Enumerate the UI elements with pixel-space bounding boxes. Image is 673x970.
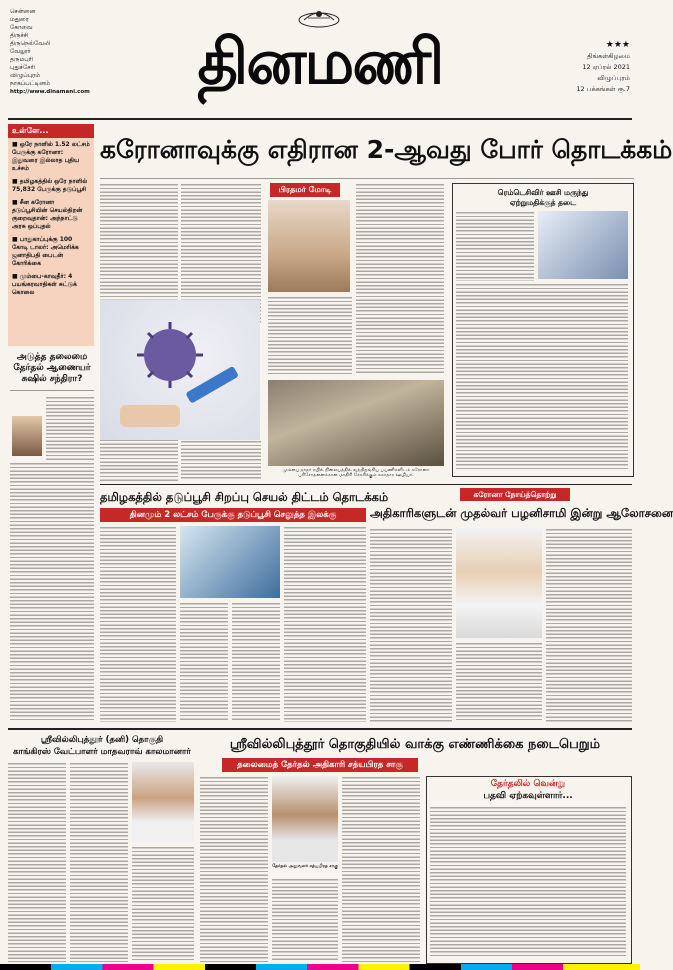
article-body	[284, 526, 366, 722]
website-url[interactable]: http://www.dinamani.com	[10, 89, 90, 95]
sahu-caption: தேர்தல் அலுவலர் சத்யபிரத சாகு	[272, 864, 338, 869]
inside-item-text: பாதுகாப்புக்கு 100 கோடி டாலர்: அமெரிக்க ஜனாதிபதி பைடன் கோரிக்கை	[12, 236, 79, 267]
side-headline-line1: தேர்தலில் வென்று	[490, 779, 566, 789]
teaser-body	[10, 462, 94, 722]
remdesivir-title-line1: ரெம்டெசிவிர் ஊசி மருந்து	[497, 188, 589, 197]
modi-tag: பிரதமர் மோடி	[270, 183, 340, 197]
inside-item[interactable]	[12, 236, 90, 268]
cm-headline[interactable]: அதிகாரிகளுடன் முதல்வர் பழனிசாமி இன்று ஆலோசனை	[370, 506, 673, 520]
bullet-icon: ■	[12, 141, 20, 148]
inside-box	[8, 124, 94, 346]
article-body	[70, 762, 128, 962]
article-body	[356, 183, 444, 373]
left-bottom-headline-line2: காங்கிரஸ் வேட்பாளர் மாதவராவ் காலமானார்	[13, 747, 191, 757]
article-body	[268, 296, 352, 376]
teaser-body	[46, 396, 94, 460]
newspaper-title: தினமணி	[197, 25, 443, 98]
city: சென்னை	[10, 8, 36, 15]
article-body	[456, 642, 542, 722]
article-body	[342, 776, 420, 962]
teaser-headline[interactable]: அடுத்த தலைமை தேர்தல் ஆணையர் சுஷில் சந்திரா?	[13, 352, 91, 384]
bullet-icon: ■	[12, 273, 20, 280]
modi-photo	[268, 200, 350, 292]
divider	[10, 390, 94, 391]
city: மதுரை	[10, 16, 29, 23]
article-body	[546, 528, 632, 722]
side-headline-line2: பதவி ஏற்கவுள்ளார்...	[483, 791, 573, 801]
article-body	[430, 806, 626, 958]
article-body	[456, 211, 534, 281]
city: தருமபுரி	[10, 56, 34, 63]
inside-item-text: தமிழகத்தில் ஒரே நாளில் 75,832 பேருக்கு தடுப்பூசி	[12, 178, 88, 193]
masthead-cities	[10, 8, 90, 95]
inside-item-text: ஒரே நாளில் 1.52 லட்சம் பேருக்கு கரோனா: இதுவரை இல்லாத புதிய உச்சம்	[12, 141, 90, 172]
cm-kicker: கரோனா நோய்த்தொற்று	[460, 488, 570, 501]
inside-item-text: சீன கரோனா தடுப்பூசியின் செயல்திறன் குறைவுதான்: அந்நாட்டு அரசு ஒப்புதல்	[12, 199, 83, 230]
left-bottom-headline-line1: ஸ்ரீவில்லிபுத்தூர் (தனி) தொகுதி	[40, 735, 164, 745]
byelection-headline[interactable]: ஸ்ரீவில்லிபுத்தூர் தொகுதியில் வாக்கு எண்ணிக்கை நடைபெறும்	[229, 737, 601, 752]
article-body	[272, 878, 338, 962]
article-body	[8, 762, 66, 962]
inside-item-text: மும்பை-காவுதீர்: 4 பயங்கரவாதிகள் சுட்டுக் கொலை	[12, 273, 77, 296]
photo-caption: மும்பை தாதர் ரயில் நிலையத்தில் வந்திறங்கிய பயணிகளிடம் கரோனா பரிசோதனைக்கான மாதிரி சேகரிக்கும் சுகாதார ஊழியர்.	[282, 468, 430, 479]
article-body	[200, 776, 268, 962]
city: நாகப்பட்டினம்	[10, 80, 50, 87]
inside-heading: உள்ளே...	[8, 124, 94, 138]
masthead-rule	[8, 118, 632, 120]
bullet-icon: ■	[12, 199, 20, 206]
vials-photo	[538, 211, 628, 279]
city: திருநெல்வேலி	[10, 40, 51, 47]
edition-name: விழுப்புரம்	[597, 74, 630, 82]
city: திருச்சி	[10, 32, 29, 39]
left-bottom-headline[interactable]	[8, 734, 196, 758]
inside-item[interactable]	[12, 199, 90, 231]
city: வேலூர்	[10, 48, 31, 55]
vaccine-headline[interactable]: தமிழகத்தில் தடுப்பூசி சிறப்பு செயல் திட்டம் தொடக்கம்	[100, 490, 389, 504]
vaccine-subhead: தினமும் 2 லட்சம் பேருக்கு தடுப்பூசி செலுத்த இலக்கு	[100, 508, 366, 522]
article-body	[232, 602, 280, 722]
issue-date: 12 ஏப்ரல் 2021	[582, 63, 630, 71]
vaccine-illustration	[100, 300, 260, 440]
registration-bar	[0, 964, 640, 970]
city-list	[10, 8, 90, 88]
candidate-photo	[132, 762, 194, 842]
byelection-subhead: தலைமைத் தேர்தல் அதிகாரி சத்யபிரத சாகு	[222, 758, 418, 772]
inside-item[interactable]	[12, 273, 90, 297]
sahu-photo	[272, 776, 338, 862]
masthead-meta	[540, 40, 630, 95]
section-rule	[100, 484, 632, 485]
inside-item[interactable]	[12, 141, 90, 173]
article-body	[132, 846, 194, 962]
main-headline[interactable]: கரோனாவுக்கு எதிரான 2-ஆவது போர் தொடக்கம்	[100, 135, 673, 164]
divider	[100, 178, 634, 179]
city: கோவை	[10, 24, 33, 31]
issue-day: திங்கள்கிழமை	[587, 52, 630, 60]
remdesivir-title	[453, 184, 633, 208]
article-body	[180, 602, 228, 722]
mumbai-station-photo	[268, 380, 444, 466]
article-body	[100, 526, 176, 722]
remdesivir-title-line2: ஏற்றுமதிக்குத் தடை	[509, 198, 577, 207]
vaccination-photo	[180, 526, 280, 598]
article-body	[456, 283, 628, 471]
section-rule	[8, 728, 632, 730]
city: புதுச்சேரி	[10, 64, 35, 71]
cm-photo	[456, 528, 542, 638]
person-photo	[12, 416, 42, 456]
article-body	[181, 440, 261, 480]
bullet-icon: ■	[12, 178, 20, 185]
edition-stars: ★★★	[605, 40, 630, 50]
article-body	[370, 528, 452, 722]
side-headline[interactable]	[428, 778, 628, 802]
pages-price: 12 பக்கங்கள் ரூ.7	[576, 85, 630, 93]
city: விழுப்புரம்	[10, 72, 41, 79]
bullet-icon: ■	[12, 236, 20, 243]
inside-item[interactable]	[12, 178, 90, 194]
